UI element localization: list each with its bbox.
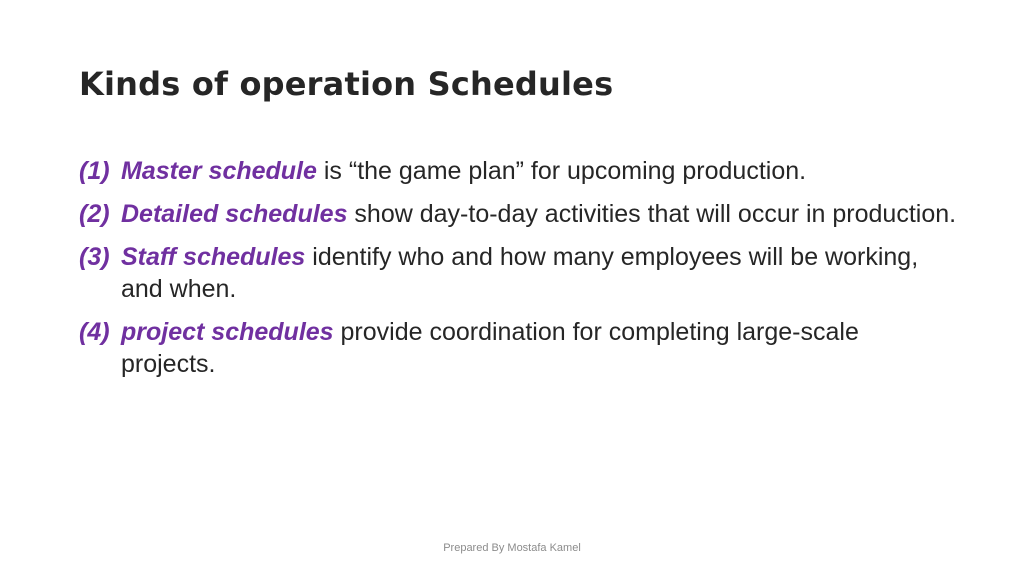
list-item <box>79 316 959 380</box>
item-term: Detailed schedules <box>121 200 348 228</box>
item-body <box>121 198 959 230</box>
item-term: project schedules <box>121 318 334 346</box>
item-number: (4) <box>79 318 110 346</box>
item-text: is “the game plan” for upcoming production. <box>316 157 807 185</box>
slide-title: Kinds of operation Schedules <box>79 65 614 103</box>
item-number: (2) <box>79 200 110 228</box>
item-text: provide coordination for completing large-scale projects. <box>121 318 859 378</box>
list-item <box>79 198 959 230</box>
item-text: identify who and how many employees will be working, and when. <box>121 243 919 303</box>
item-body <box>121 316 959 380</box>
item-number: (3) <box>79 243 110 271</box>
list-item <box>79 155 959 187</box>
schedule-list <box>79 155 959 391</box>
item-body <box>121 241 959 305</box>
item-term: Staff schedules <box>121 243 306 271</box>
footer-credit: Prepared By Mostafa Kamel <box>443 542 581 554</box>
item-body <box>121 155 959 187</box>
item-text: show day-to-day activities that will occur in production. <box>347 200 957 228</box>
list-item <box>79 241 959 305</box>
item-number: (1) <box>79 157 110 185</box>
item-term: Master schedule <box>121 157 317 185</box>
